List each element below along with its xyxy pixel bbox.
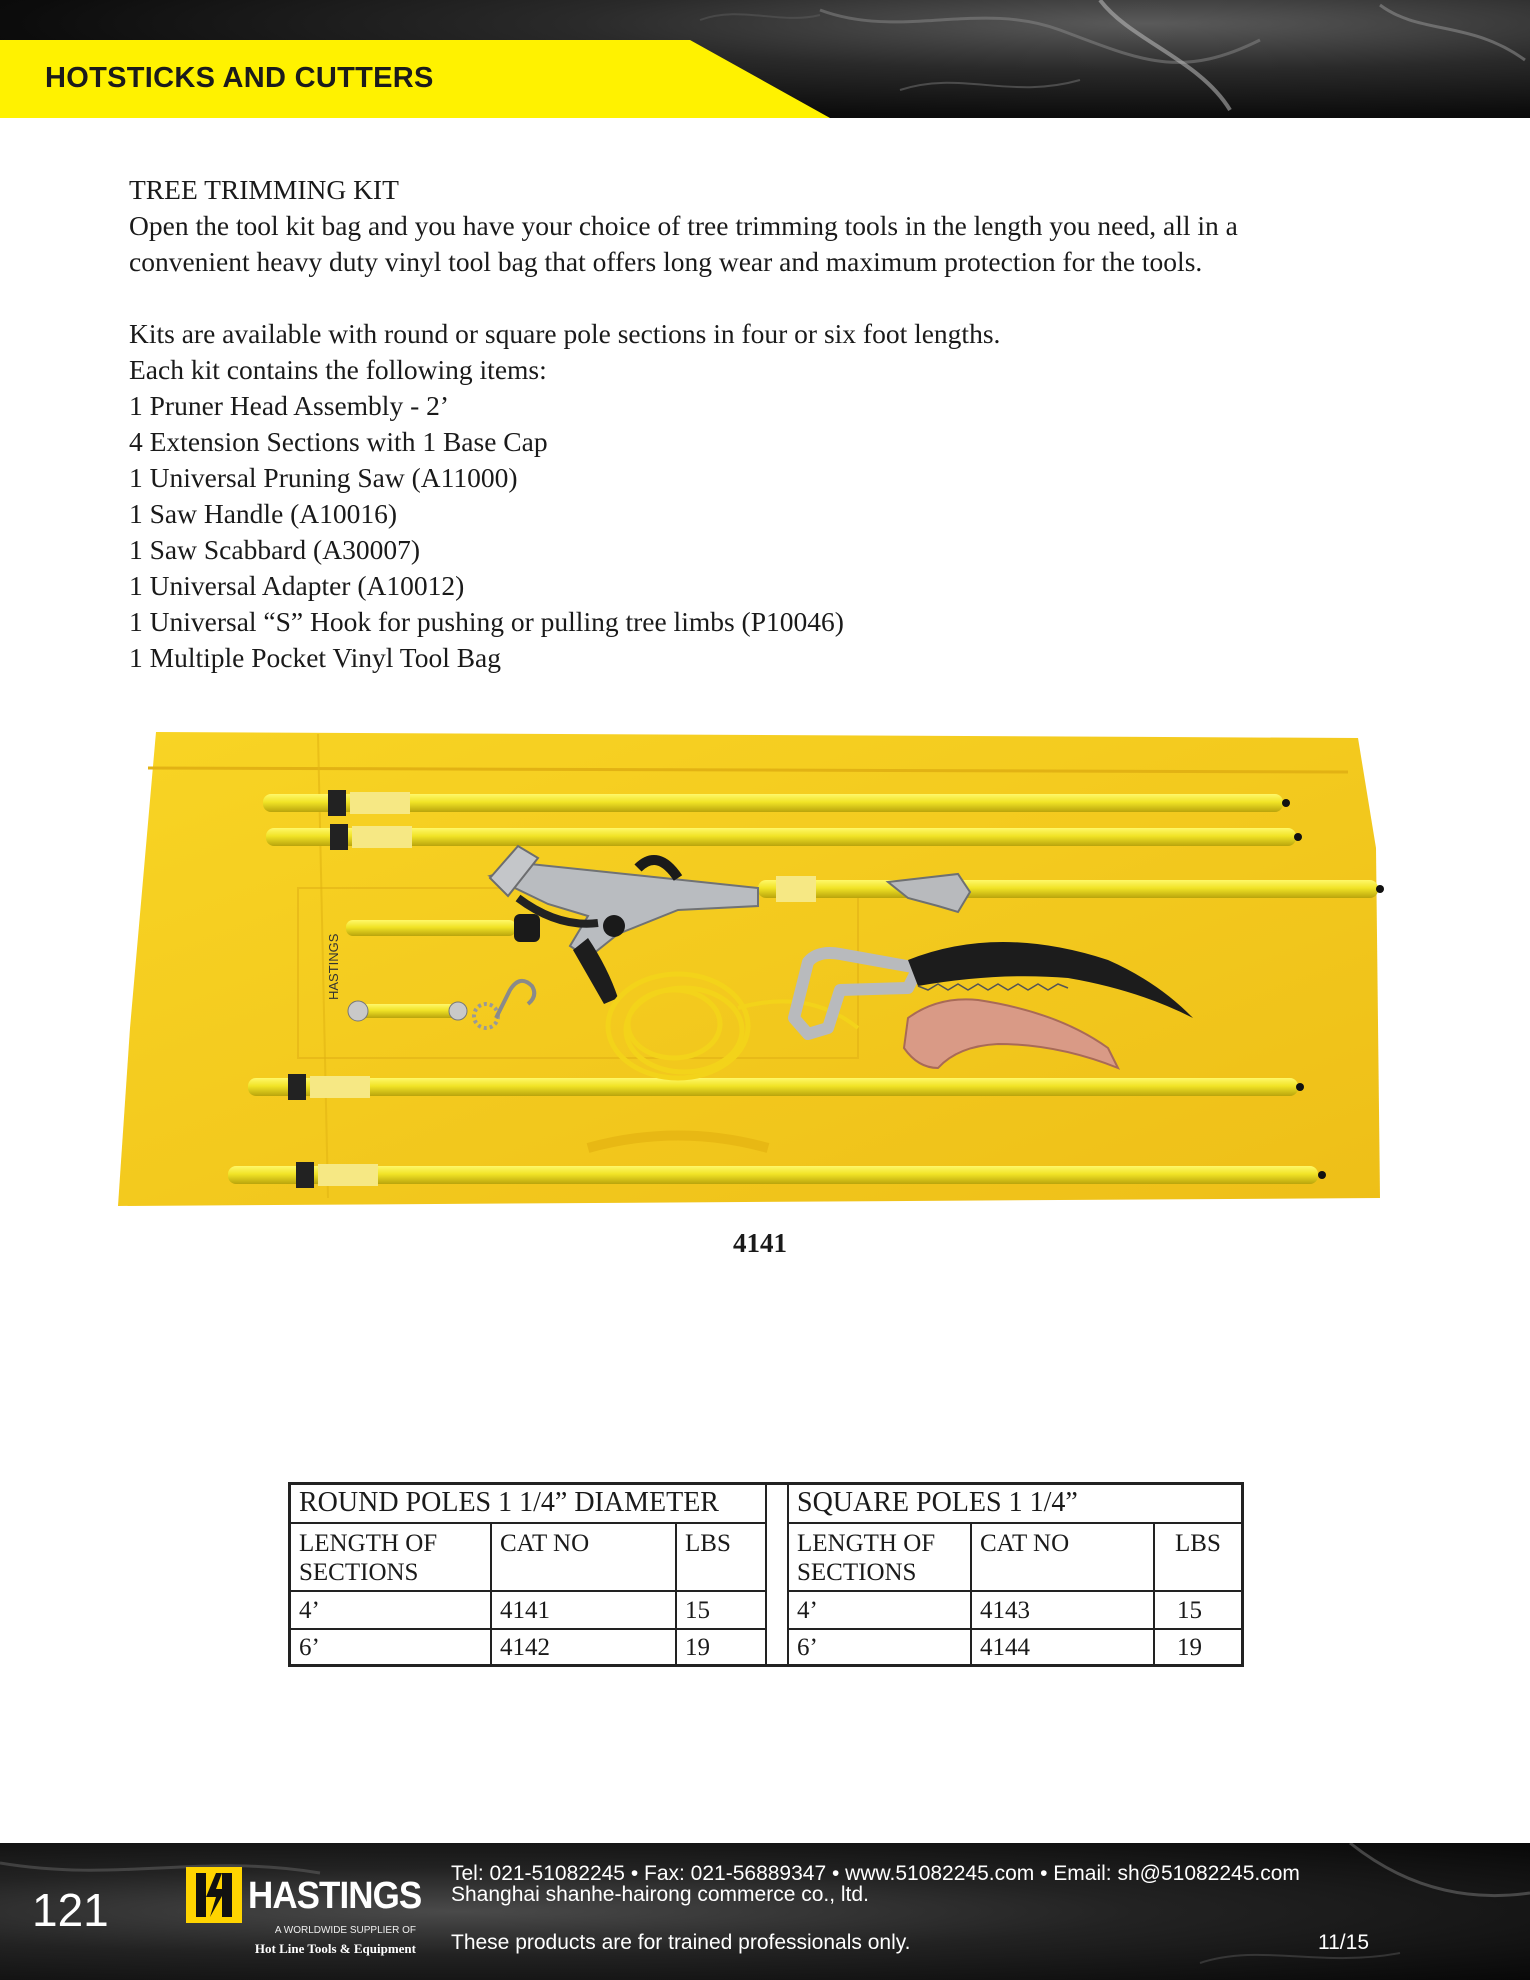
brand-label: HASTINGS <box>326 933 341 1000</box>
pruner-pole <box>758 880 1384 898</box>
square-poles-title: SQUARE POLES 1 1/4” <box>797 1487 1078 1518</box>
round-poles-title: ROUND POLES 1 1/4” DIAMETER <box>299 1487 719 1518</box>
header-line: SECTIONS <box>797 1559 917 1586</box>
header-line: SECTIONS <box>299 1559 419 1586</box>
round-row-cat: 4142 <box>500 1634 550 1661</box>
contents-heading: Each kit contains the following items: <box>129 354 547 385</box>
safety-notice: These products are for trained professionals only. <box>451 1931 911 1954</box>
hastings-logo-icon <box>186 1867 246 1927</box>
kit-item: 4 Extension Sections with 1 Base Cap <box>129 426 548 457</box>
header-line: LENGTH OF <box>299 1530 438 1557</box>
logo-subtitle: Hot Line Tools & Equipment <box>254 1941 416 1956</box>
logo-wordmark: HASTINGS <box>248 1875 422 1917</box>
contact-line: Tel: 021-51082245 • Fax: 021-56889347 • www.51082245.com • Email: sh@51082245.com <box>451 1862 1300 1885</box>
square-row-cat: 4144 <box>980 1634 1030 1661</box>
page-footer <box>0 1843 1530 1980</box>
round-row-length: 6’ <box>299 1634 320 1661</box>
round-row-length: 4’ <box>299 1597 320 1624</box>
round-row-lbs: 15 <box>685 1597 710 1624</box>
square-row-lbs: 19 <box>1177 1634 1202 1661</box>
round-col-length <box>291 1529 490 1587</box>
product-title: TREE TRIMMING KIT <box>129 174 399 205</box>
square-row-length: 6’ <box>797 1634 818 1661</box>
image-caption: 4141 <box>733 1228 787 1258</box>
description-line: Open the tool kit bag and you have your choice of tree trimming tools in the length you need, all in a <box>129 210 1238 241</box>
kit-item: 1 Universal Pruning Saw (A11000) <box>129 462 518 493</box>
round-col-cat: CAT NO <box>500 1530 590 1557</box>
square-row-length: 4’ <box>797 1597 818 1624</box>
page-header <box>0 0 1530 118</box>
pole-spec-table <box>288 1482 1244 1667</box>
square-row-lbs: 15 <box>1177 1597 1202 1624</box>
section-title: HOTSTICKS AND CUTTERS <box>45 62 434 94</box>
round-row-cat: 4141 <box>500 1597 550 1624</box>
availability-text: Kits are available with round or square pole sections in four or six foot lengths. <box>129 318 1001 349</box>
company-name: Shanghai shanhe-hairong commerce co., ltd. <box>451 1883 869 1906</box>
square-col-length <box>789 1529 970 1587</box>
square-row-cat: 4143 <box>980 1597 1030 1624</box>
round-row-lbs: 19 <box>685 1634 710 1661</box>
kit-item: 1 Saw Scabbard (A30007) <box>129 534 420 565</box>
kit-item: 1 Saw Handle (A10016) <box>129 498 398 529</box>
kit-item: 1 Universal “S” Hook for pushing or pulling tree limbs (P10046) <box>129 606 844 637</box>
kit-item: 1 Multiple Pocket Vinyl Tool Bag <box>129 642 502 673</box>
header-line: LENGTH OF <box>797 1530 936 1557</box>
product-description <box>129 172 1389 676</box>
tree-trimming-kit-image <box>118 728 1408 1218</box>
square-col-cat: CAT NO <box>980 1530 1070 1557</box>
square-col-lbs: LBS <box>1175 1530 1221 1557</box>
round-col-lbs: LBS <box>685 1530 731 1557</box>
kit-item: 1 Universal Adapter (A10012) <box>129 570 465 601</box>
sheet-number: 11/15 <box>1318 1931 1369 1954</box>
description-line: convenient heavy duty vinyl tool bag that offers long wear and maximum protection for the tools. <box>129 246 1203 277</box>
kit-item: 1 Pruner Head Assembly - 2’ <box>129 390 450 421</box>
page-number: 121 <box>32 1884 109 1936</box>
logo-tagline: A WORLDWIDE SUPPLIER OF <box>274 1925 416 1936</box>
